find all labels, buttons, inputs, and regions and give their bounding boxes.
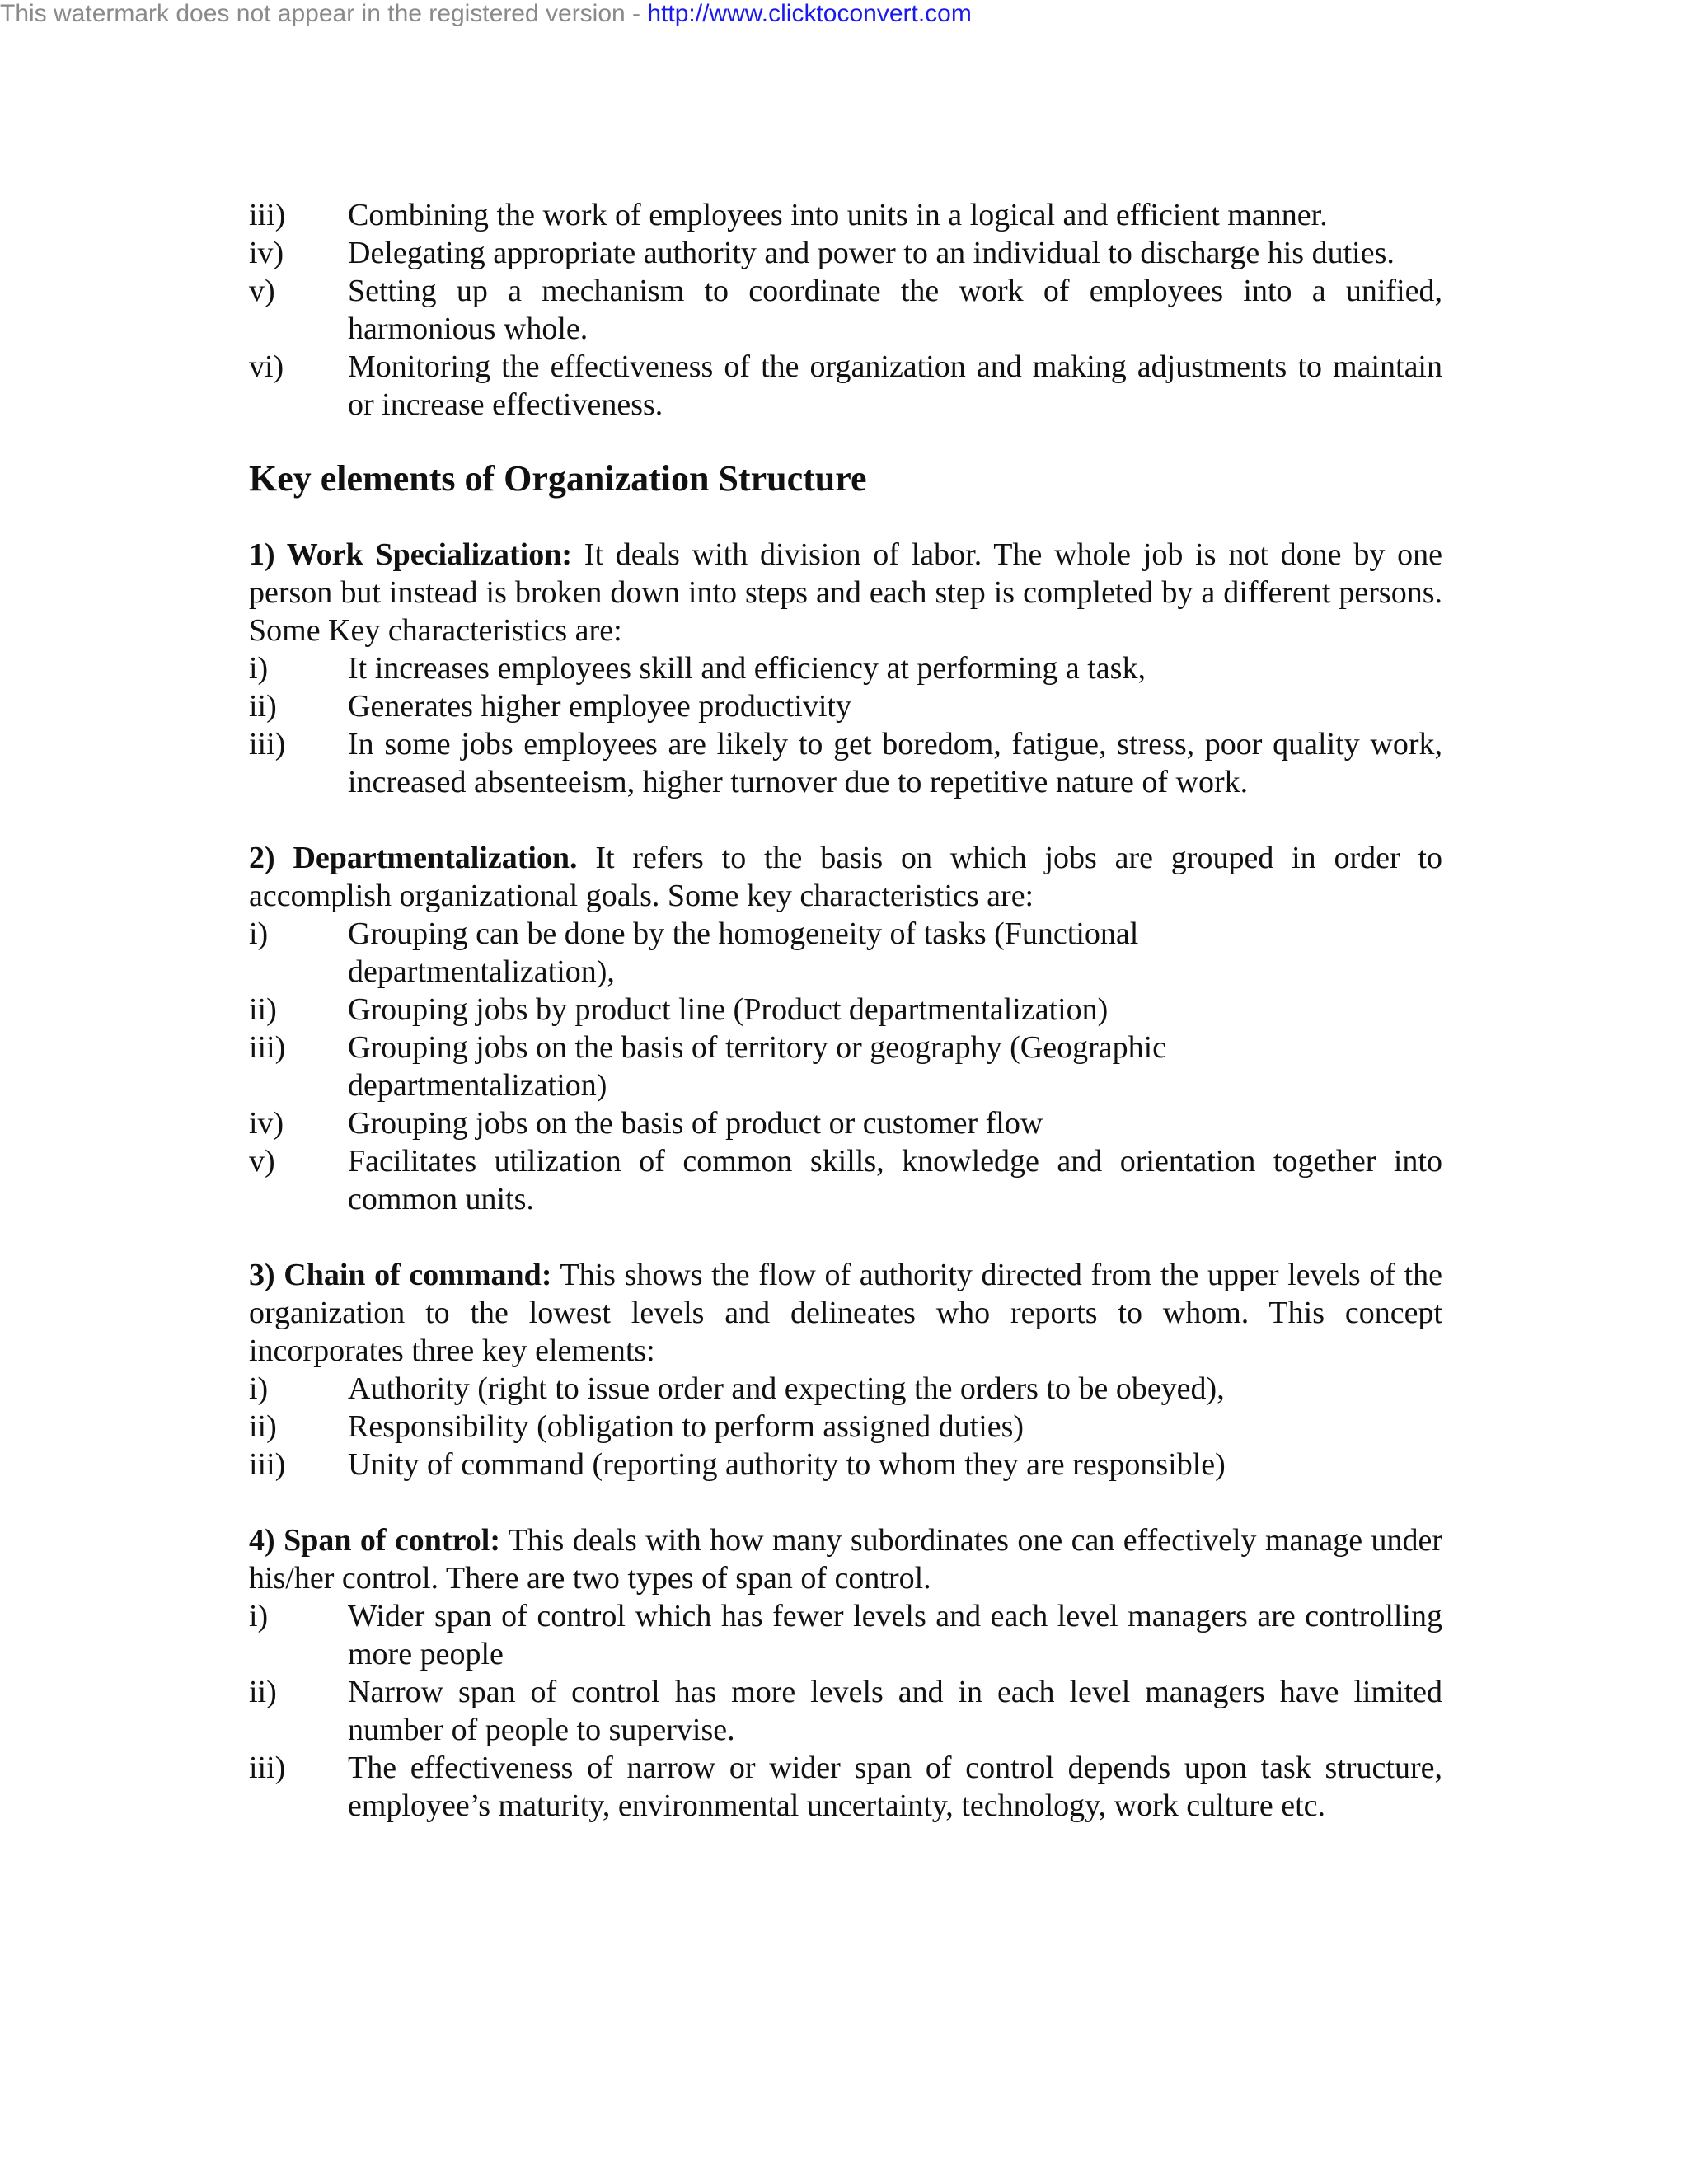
- list-number: ii): [249, 689, 277, 724]
- list-text: Generates higher employee productivity: [348, 689, 851, 724]
- list-text: Grouping jobs by product line (Product departmentalization): [348, 992, 1109, 1027]
- section-body: This deals with how many subordinates one can effectively manage under his/her control. There are two types of span of control.: [249, 1523, 1442, 1596]
- section-title: 2) Departmentalization.: [249, 841, 578, 875]
- section-heading: Key elements of Organization Structure: [249, 458, 867, 499]
- section-span-of-control: [249, 1521, 1442, 1825]
- list-number: iv): [249, 1106, 284, 1141]
- list-number: i): [249, 1599, 269, 1633]
- section-chain-of-command: [249, 1256, 1442, 1483]
- list-text: Wider span of control which has fewer levels and each level managers are controlling more people: [348, 1599, 1442, 1671]
- list-text: Grouping jobs on the basis of territory or geography (Geographic departmentalization): [348, 1030, 1167, 1103]
- list-number: vi): [249, 349, 284, 384]
- list-item: [249, 725, 1442, 801]
- list-number: iii): [249, 1030, 286, 1065]
- list-number: iii): [249, 198, 286, 232]
- list-text: Authority (right to issue order and expecting the orders to be obeyed),: [348, 1371, 1225, 1406]
- list-item: [249, 1104, 1442, 1142]
- list-item: [249, 1597, 1442, 1673]
- section-paragraph: [249, 1256, 1442, 1370]
- list-item: [249, 234, 1442, 272]
- list-text: Combining the work of employees into units in a logical and efficient manner.: [348, 198, 1328, 232]
- list-item: [249, 1142, 1442, 1218]
- section-body: It refers to the basis on which jobs are grouped in order to accomplish organizational goals. Some key characteristics are:: [249, 841, 1442, 913]
- list-number: iii): [249, 727, 286, 762]
- section-body: This shows the flow of authority directed from the upper levels of the organization to the lowest levels and delineates who reports to whom. This concept incorporates three key elements:: [249, 1258, 1442, 1368]
- list-item: [249, 1446, 1442, 1483]
- list-item: [249, 1408, 1442, 1446]
- list-item: [249, 687, 1442, 725]
- list-text: Narrow span of control has more levels and in each level managers have limited number of people to supervise.: [348, 1675, 1442, 1747]
- list-text: In some jobs employees are likely to get boredom, fatigue, stress, poor quality work, increased absenteeism, higher turnover due to repetitive nature of work.: [348, 727, 1442, 799]
- list-item: [249, 1673, 1442, 1749]
- watermark-link[interactable]: http://www.clicktoconvert.com: [647, 0, 972, 27]
- watermark: [0, 0, 972, 28]
- list-number: i): [249, 916, 269, 951]
- list-number: i): [249, 651, 269, 686]
- list-item: [249, 1370, 1442, 1408]
- list-text: Unity of command (reporting authority to whom they are responsible): [348, 1447, 1226, 1482]
- section-title: 1) Work Specialization:: [249, 537, 572, 572]
- list-text: Responsibility (obligation to perform assigned duties): [348, 1409, 1025, 1444]
- list-text: The effectiveness of narrow or wider span of control depends upon task structure, employee’s maturity, environmental uncertainty, technology, work culture etc.: [348, 1750, 1442, 1823]
- list-item: [249, 348, 1442, 424]
- section-body: It deals with division of labor. The whole job is not done by one person but instead is broken down into steps and each step is completed by a different persons. Some Key characteristics are:: [249, 537, 1442, 648]
- list-number: i): [249, 1371, 269, 1406]
- section-title: 3) Chain of command:: [249, 1258, 552, 1292]
- section-paragraph: [249, 536, 1442, 649]
- list-item: [249, 1749, 1442, 1825]
- list-text: It increases employees skill and efficiency at performing a task,: [348, 651, 1146, 686]
- watermark-text: This watermark does not appear in the registered version -: [0, 0, 648, 27]
- list-text: Monitoring the effectiveness of the organization and making adjustments to maintain or increase effectiveness.: [348, 349, 1442, 422]
- list-text: Grouping jobs on the basis of product or customer flow: [348, 1106, 1043, 1141]
- list-item: [249, 196, 1442, 234]
- list-number: v): [249, 274, 275, 308]
- section-title: 4) Span of control:: [249, 1523, 500, 1558]
- list-number: ii): [249, 1409, 277, 1444]
- list-number: iii): [249, 1447, 286, 1482]
- document-page: [249, 196, 1442, 1825]
- list-item: [249, 649, 1442, 687]
- list-item: [249, 272, 1442, 348]
- list-text: Grouping can be done by the homogeneity of tasks (Functional departmentalization),: [348, 916, 1139, 989]
- list-number: ii): [249, 1675, 277, 1709]
- list-text: Delegating appropriate authority and power to an individual to discharge his duties.: [348, 236, 1395, 270]
- section-work-specialization: [249, 536, 1442, 801]
- list-number: v): [249, 1144, 275, 1179]
- list-number: iv): [249, 236, 284, 270]
- list-item: [249, 991, 1442, 1029]
- section-paragraph: [249, 1521, 1442, 1597]
- list-number: ii): [249, 992, 277, 1027]
- section-paragraph: [249, 839, 1442, 915]
- list-item: [249, 1029, 1442, 1104]
- list-text: Facilitates utilization of common skills, knowledge and orientation together into common units.: [348, 1144, 1442, 1216]
- list-item: [249, 915, 1442, 991]
- intro-list: [249, 196, 1442, 424]
- list-text: Setting up a mechanism to coordinate the work of employees into a unified, harmonious whole.: [348, 274, 1442, 346]
- list-number: iii): [249, 1750, 286, 1785]
- section-departmentalization: [249, 839, 1442, 1218]
